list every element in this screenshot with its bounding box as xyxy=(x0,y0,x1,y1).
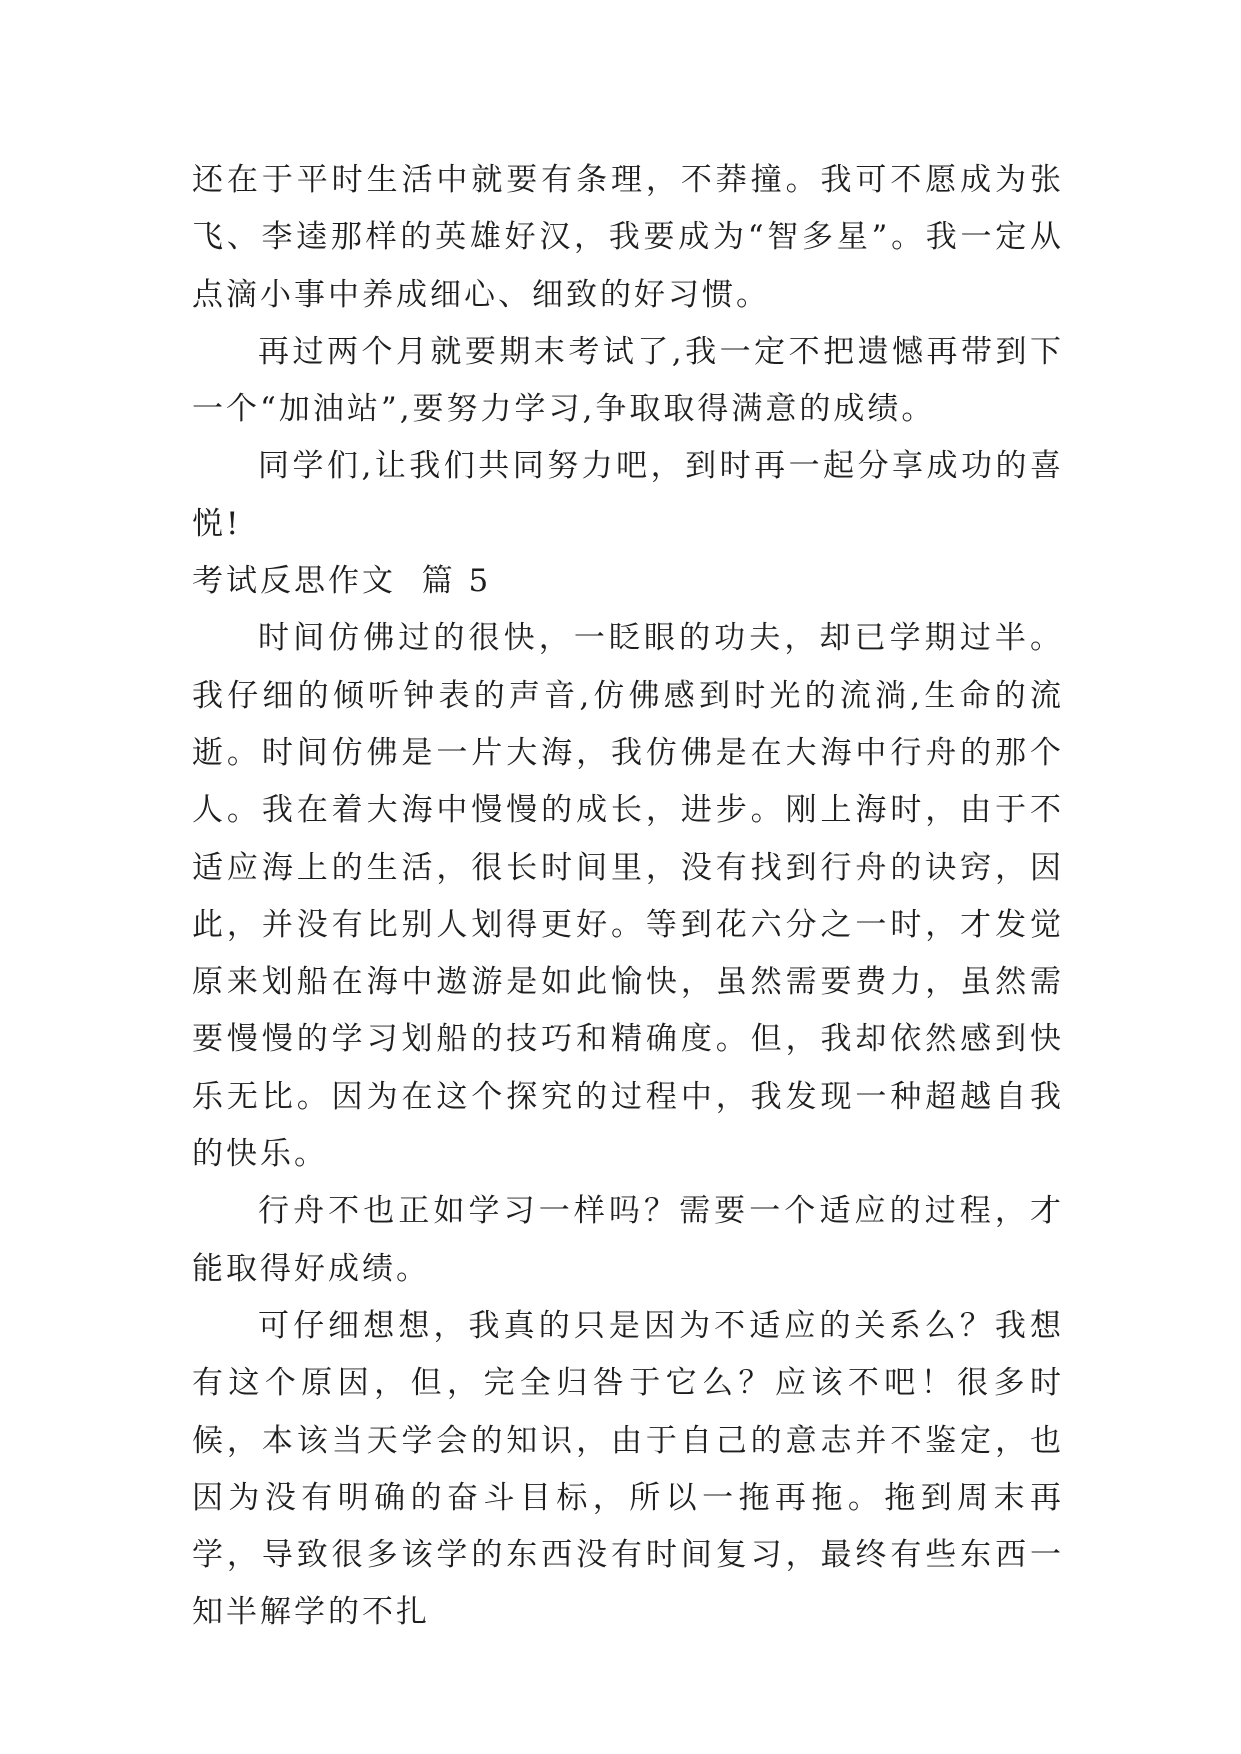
paragraph-2: 再过两个月就要期末考试了,我一定不把遗憾再带到下一个“加油站”,要努力学习,争取取得满意的成绩。 xyxy=(192,333,1064,428)
paragraph-3: 同学们,让我们共同努力吧，到时再一起分享成功的喜悦! xyxy=(192,448,1064,542)
paragraph-1: 还在于平时生活中就要有条理，不莽撞。我可不愿成为张飞、李逵那样的英雄好汉，我要成为“智多星”。我一定从点滴小事中养成细心、细致的好习惯。 xyxy=(192,162,1064,313)
paragraph-4: 时间仿佛过的很快，一眨眼的功夫，却已学期过半。我仔细的倾听钟表的声音,仿佛感到时光的流淌,生命的流逝。时间仿佛是一片大海，我仿佛是在大海中行舟的那个人。我在着大海中慢慢的成长，进步。刚上海时，由于不适应海上的生活，很长时间里，没有找到行舟的诀窍，因此，并没有比别人划得更好。等到花六分之一时，才发觉原来划船在海中遨游是如此愉快，虽然需要费力，虽然需要慢慢的学习划船的技巧和精确度。但，我却依然感到快乐无比。因为在这个探究的过程中，我发现一种超越自我的快乐。 xyxy=(192,620,1064,1173)
document-body xyxy=(192,152,1064,1642)
section-heading: 考试反思作文 篇 5 xyxy=(192,563,492,600)
paragraph-5: 行舟不也正如学习一样吗？需要一个适应的过程，才能取得好成绩。 xyxy=(192,1193,1064,1287)
paragraph-6: 可仔细想想，我真的只是因为不适应的关系么？我想有这个原因，但，完全归咎于它么？应该不吧！很多时候，本该当天学会的知识，由于自己的意志并不鉴定，也因为没有明确的奋斗目标，所以一拖再拖。拖到周末再学，导致很多该学的东西没有时间复习，最终有些东西一知半解学的不扎 xyxy=(192,1307,1064,1631)
